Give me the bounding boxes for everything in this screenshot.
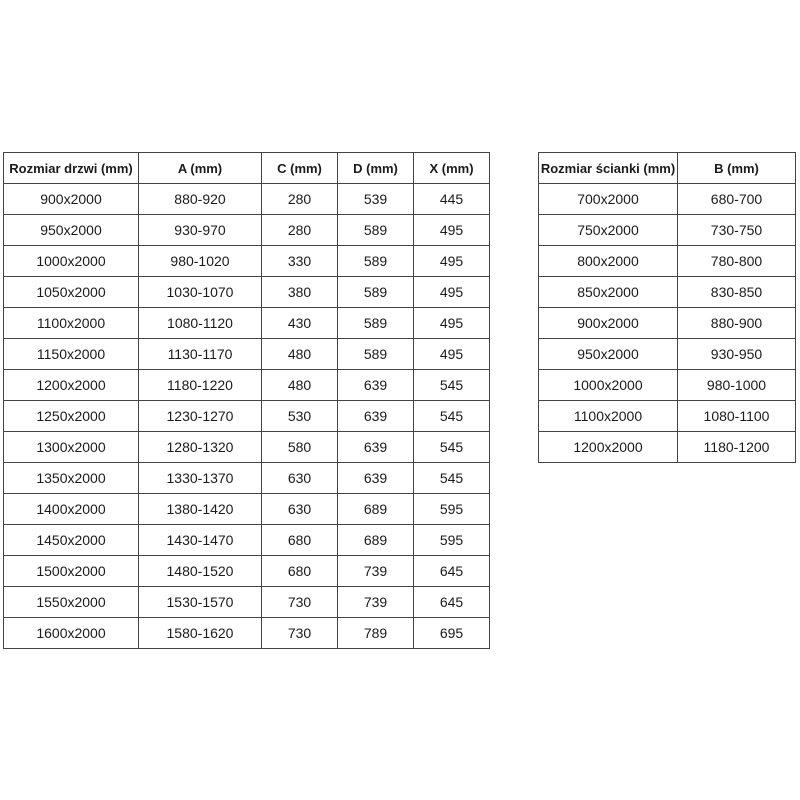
value-cell: 495 xyxy=(414,339,490,370)
value-cell: 739 xyxy=(338,587,414,618)
table-row xyxy=(4,432,490,463)
value-cell: 589 xyxy=(338,308,414,339)
value-cell: 1180-1200 xyxy=(678,432,796,463)
wall-size-cell: 1200x2000 xyxy=(539,432,678,463)
value-cell: 639 xyxy=(338,432,414,463)
value-cell: 280 xyxy=(262,184,338,215)
door-size-cell: 1100x2000 xyxy=(4,308,139,339)
table-row xyxy=(4,401,490,432)
value-cell: 330 xyxy=(262,246,338,277)
value-cell: 1180-1220 xyxy=(139,370,262,401)
value-cell: 630 xyxy=(262,494,338,525)
value-cell: 480 xyxy=(262,370,338,401)
wall-sizes-table xyxy=(538,152,796,463)
table-row xyxy=(539,339,796,370)
value-cell: 930-950 xyxy=(678,339,796,370)
value-cell: 730 xyxy=(262,587,338,618)
value-cell: 730-750 xyxy=(678,215,796,246)
table-row xyxy=(539,215,796,246)
value-cell: 1580-1620 xyxy=(139,618,262,649)
value-cell: 980-1020 xyxy=(139,246,262,277)
wall-size-cell: 950x2000 xyxy=(539,339,678,370)
value-cell: 1430-1470 xyxy=(139,525,262,556)
table-row xyxy=(539,184,796,215)
value-cell: 980-1000 xyxy=(678,370,796,401)
table-row xyxy=(4,215,490,246)
door-size-cell: 1000x2000 xyxy=(4,246,139,277)
value-cell: 430 xyxy=(262,308,338,339)
value-cell: 1280-1320 xyxy=(139,432,262,463)
value-cell: 1230-1270 xyxy=(139,401,262,432)
col-header-d: D (mm) xyxy=(338,153,414,184)
value-cell: 280 xyxy=(262,215,338,246)
value-cell: 639 xyxy=(338,370,414,401)
wall-size-cell: 900x2000 xyxy=(539,308,678,339)
wall-size-cell: 850x2000 xyxy=(539,277,678,308)
wall-size-cell: 1100x2000 xyxy=(539,401,678,432)
table-row xyxy=(4,246,490,277)
table-row xyxy=(4,463,490,494)
value-cell: 1130-1170 xyxy=(139,339,262,370)
col-header-a: A (mm) xyxy=(139,153,262,184)
col-header-b: B (mm) xyxy=(678,153,796,184)
col-header-wall-size: Rozmiar ścianki (mm) xyxy=(539,153,678,184)
table-row xyxy=(4,184,490,215)
value-cell: 680 xyxy=(262,525,338,556)
wall-size-cell: 800x2000 xyxy=(539,246,678,277)
table-row xyxy=(539,246,796,277)
col-header-x: X (mm) xyxy=(414,153,490,184)
value-cell: 445 xyxy=(414,184,490,215)
value-cell: 1080-1100 xyxy=(678,401,796,432)
door-size-cell: 1400x2000 xyxy=(4,494,139,525)
value-cell: 880-920 xyxy=(139,184,262,215)
door-size-cell: 1450x2000 xyxy=(4,525,139,556)
value-cell: 1080-1120 xyxy=(139,308,262,339)
value-cell: 830-850 xyxy=(678,277,796,308)
value-cell: 739 xyxy=(338,556,414,587)
table-header-row xyxy=(539,153,796,184)
value-cell: 380 xyxy=(262,277,338,308)
value-cell: 645 xyxy=(414,587,490,618)
door-sizes-table xyxy=(3,152,490,649)
door-size-cell: 1600x2000 xyxy=(4,618,139,649)
door-size-cell: 1550x2000 xyxy=(4,587,139,618)
value-cell: 630 xyxy=(262,463,338,494)
value-cell: 1480-1520 xyxy=(139,556,262,587)
value-cell: 680 xyxy=(262,556,338,587)
value-cell: 589 xyxy=(338,246,414,277)
value-cell: 495 xyxy=(414,277,490,308)
value-cell: 789 xyxy=(338,618,414,649)
value-cell: 595 xyxy=(414,525,490,556)
value-cell: 880-900 xyxy=(678,308,796,339)
door-size-cell: 1250x2000 xyxy=(4,401,139,432)
value-cell: 639 xyxy=(338,463,414,494)
value-cell: 545 xyxy=(414,401,490,432)
value-cell: 930-970 xyxy=(139,215,262,246)
value-cell: 730 xyxy=(262,618,338,649)
value-cell: 689 xyxy=(338,494,414,525)
value-cell: 680-700 xyxy=(678,184,796,215)
table-row xyxy=(4,494,490,525)
value-cell: 1330-1370 xyxy=(139,463,262,494)
value-cell: 530 xyxy=(262,401,338,432)
wall-size-cell: 750x2000 xyxy=(539,215,678,246)
value-cell: 495 xyxy=(414,308,490,339)
value-cell: 589 xyxy=(338,339,414,370)
wall-size-cell: 700x2000 xyxy=(539,184,678,215)
value-cell: 539 xyxy=(338,184,414,215)
table-row xyxy=(4,556,490,587)
door-size-cell: 900x2000 xyxy=(4,184,139,215)
table-header-row xyxy=(4,153,490,184)
door-size-cell: 1350x2000 xyxy=(4,463,139,494)
wall-size-cell: 1000x2000 xyxy=(539,370,678,401)
table-row xyxy=(539,401,796,432)
value-cell: 780-800 xyxy=(678,246,796,277)
door-size-cell: 1050x2000 xyxy=(4,277,139,308)
value-cell: 689 xyxy=(338,525,414,556)
value-cell: 639 xyxy=(338,401,414,432)
door-size-cell: 1500x2000 xyxy=(4,556,139,587)
value-cell: 495 xyxy=(414,215,490,246)
col-header-door-size: Rozmiar drzwi (mm) xyxy=(4,153,139,184)
value-cell: 595 xyxy=(414,494,490,525)
value-cell: 545 xyxy=(414,463,490,494)
table-row xyxy=(539,277,796,308)
value-cell: 1380-1420 xyxy=(139,494,262,525)
table-row xyxy=(4,308,490,339)
value-cell: 480 xyxy=(262,339,338,370)
door-size-cell: 1300x2000 xyxy=(4,432,139,463)
value-cell: 1030-1070 xyxy=(139,277,262,308)
value-cell: 495 xyxy=(414,246,490,277)
value-cell: 580 xyxy=(262,432,338,463)
value-cell: 545 xyxy=(414,432,490,463)
table-row xyxy=(4,525,490,556)
value-cell: 589 xyxy=(338,277,414,308)
value-cell: 1530-1570 xyxy=(139,587,262,618)
table-row xyxy=(4,339,490,370)
table-row xyxy=(4,587,490,618)
door-size-cell: 1200x2000 xyxy=(4,370,139,401)
door-size-cell: 950x2000 xyxy=(4,215,139,246)
table-row xyxy=(539,308,796,339)
table-row xyxy=(4,370,490,401)
door-size-cell: 1150x2000 xyxy=(4,339,139,370)
value-cell: 645 xyxy=(414,556,490,587)
value-cell: 695 xyxy=(414,618,490,649)
table-row xyxy=(539,432,796,463)
table-row xyxy=(4,618,490,649)
col-header-c: C (mm) xyxy=(262,153,338,184)
table-row xyxy=(4,277,490,308)
table-row xyxy=(539,370,796,401)
value-cell: 589 xyxy=(338,215,414,246)
value-cell: 545 xyxy=(414,370,490,401)
